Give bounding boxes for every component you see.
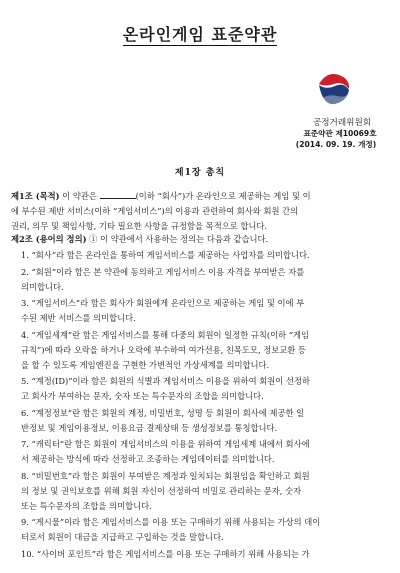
revision-date: (2014. 09. 19. 개정): [295, 140, 377, 149]
organization-name: 공정거래위원회: [312, 118, 372, 128]
list-item: 1. “회사”라 함은 온라인을 통하여 게임서비스를 제공하는 사업자를 의미합니다.: [21, 250, 310, 260]
article-1: 제1조 (목적) 이 약관은 (이하 “회사”)가 온라인으로 제공하는 게임 및 이 에 부수된 제반 서비스(이하 “게임서비스”)의 이용과 관련하여 회사와 회원 간의 권리, 의무 및 책임사항, 기타 필요한 사항을 규정함을 목적으로 합니다.: [11, 191, 311, 231]
article-2: 제2조 (용어의 정의) ① 이 약관에서 사용하는 정의는 다음과 같습니다.: [11, 234, 269, 244]
list-item: 4. “게임세계”란 함은 게임서비스를 통해 다중의 회원이 일정한 규칙(이하 “게임 규칙”)에 따라 오락을 하거나 오락에 부수하여 여가선용, 친목도모, 정보교환 등 을 할 수 있도록 게임엔진을 구현한 가변적인 가상세계를 의미합니다.: [21, 329, 310, 370]
list-item: 3. “게임서비스”라 함은 회사가 회원에게 온라인으로 제공하는 게임 및 이에 부 수된 제반 서비스를 의미합니다.: [21, 298, 305, 323]
definitions-list: [11, 248, 395, 563]
list-item: 9. “게시물”이라 함은 게임서비스를 이용 또는 구매하기 위해 사용되는 가상의 데이 터로서 회원이 대금을 지급하고 구입하는 것을 말합니다.: [21, 517, 321, 542]
standard-number: 표준약관 제10069호: [303, 129, 377, 138]
article-2-heading: 제2조 (용어의 정의): [11, 234, 87, 244]
company-name-blank: [100, 190, 136, 199]
document-title: 온라인게임 표준약관: [122, 25, 278, 44]
government-emblem-logo: [313, 68, 357, 112]
list-item: 10. “사이버 포인트”라 함은 게임서비스를 이용 또는 구매하기 위해 사용되는 가: [21, 548, 310, 559]
list-item: 6. “계정정보”란 함은 회원의 계정, 비밀번호, 성명 등 회원이 회사에 제공한 일 반정보 및 게임이용정보, 이용요금 결제상태 등 생성정보를 통칭합니다.: [21, 407, 305, 433]
list-item: 5. “계정(ID)”이라 함은 회원의 식별과 게임서비스 이용을 위하여 회원이 선정하 고 회사가 부여하는 문자, 숫자 또는 특수문자의 조합을 의미합니다.: [21, 376, 310, 401]
chapter-heading: 제1장 총칙: [174, 168, 226, 178]
list-item: 2. “회원”이라 함은 본 약관에 동의하고 게임서비스 이용 자격을 부여받은 자를 의미합니다.: [21, 266, 305, 292]
article-1-heading: 제1조 (목적): [11, 191, 60, 201]
list-item: 7. “캐릭터”란 함은 회원이 게임서비스의 이용을 위하여 게임세계 내에서 회사에 서 제공하는 방식에 따라 선정하고 조종하는 게임데이터를 의미합니다.: [21, 439, 310, 464]
list-item: 8. “비밀번호”라 함은 회원이 부여받은 계정과 일치되는 회원임을 확인하고 회원 의 정보 및 권익보호를 위해 회원 자신이 선정하여 비밀로 관리하는 문자, 숫자 또는 특수문자의 조합을 의미합니다.: [21, 470, 310, 511]
